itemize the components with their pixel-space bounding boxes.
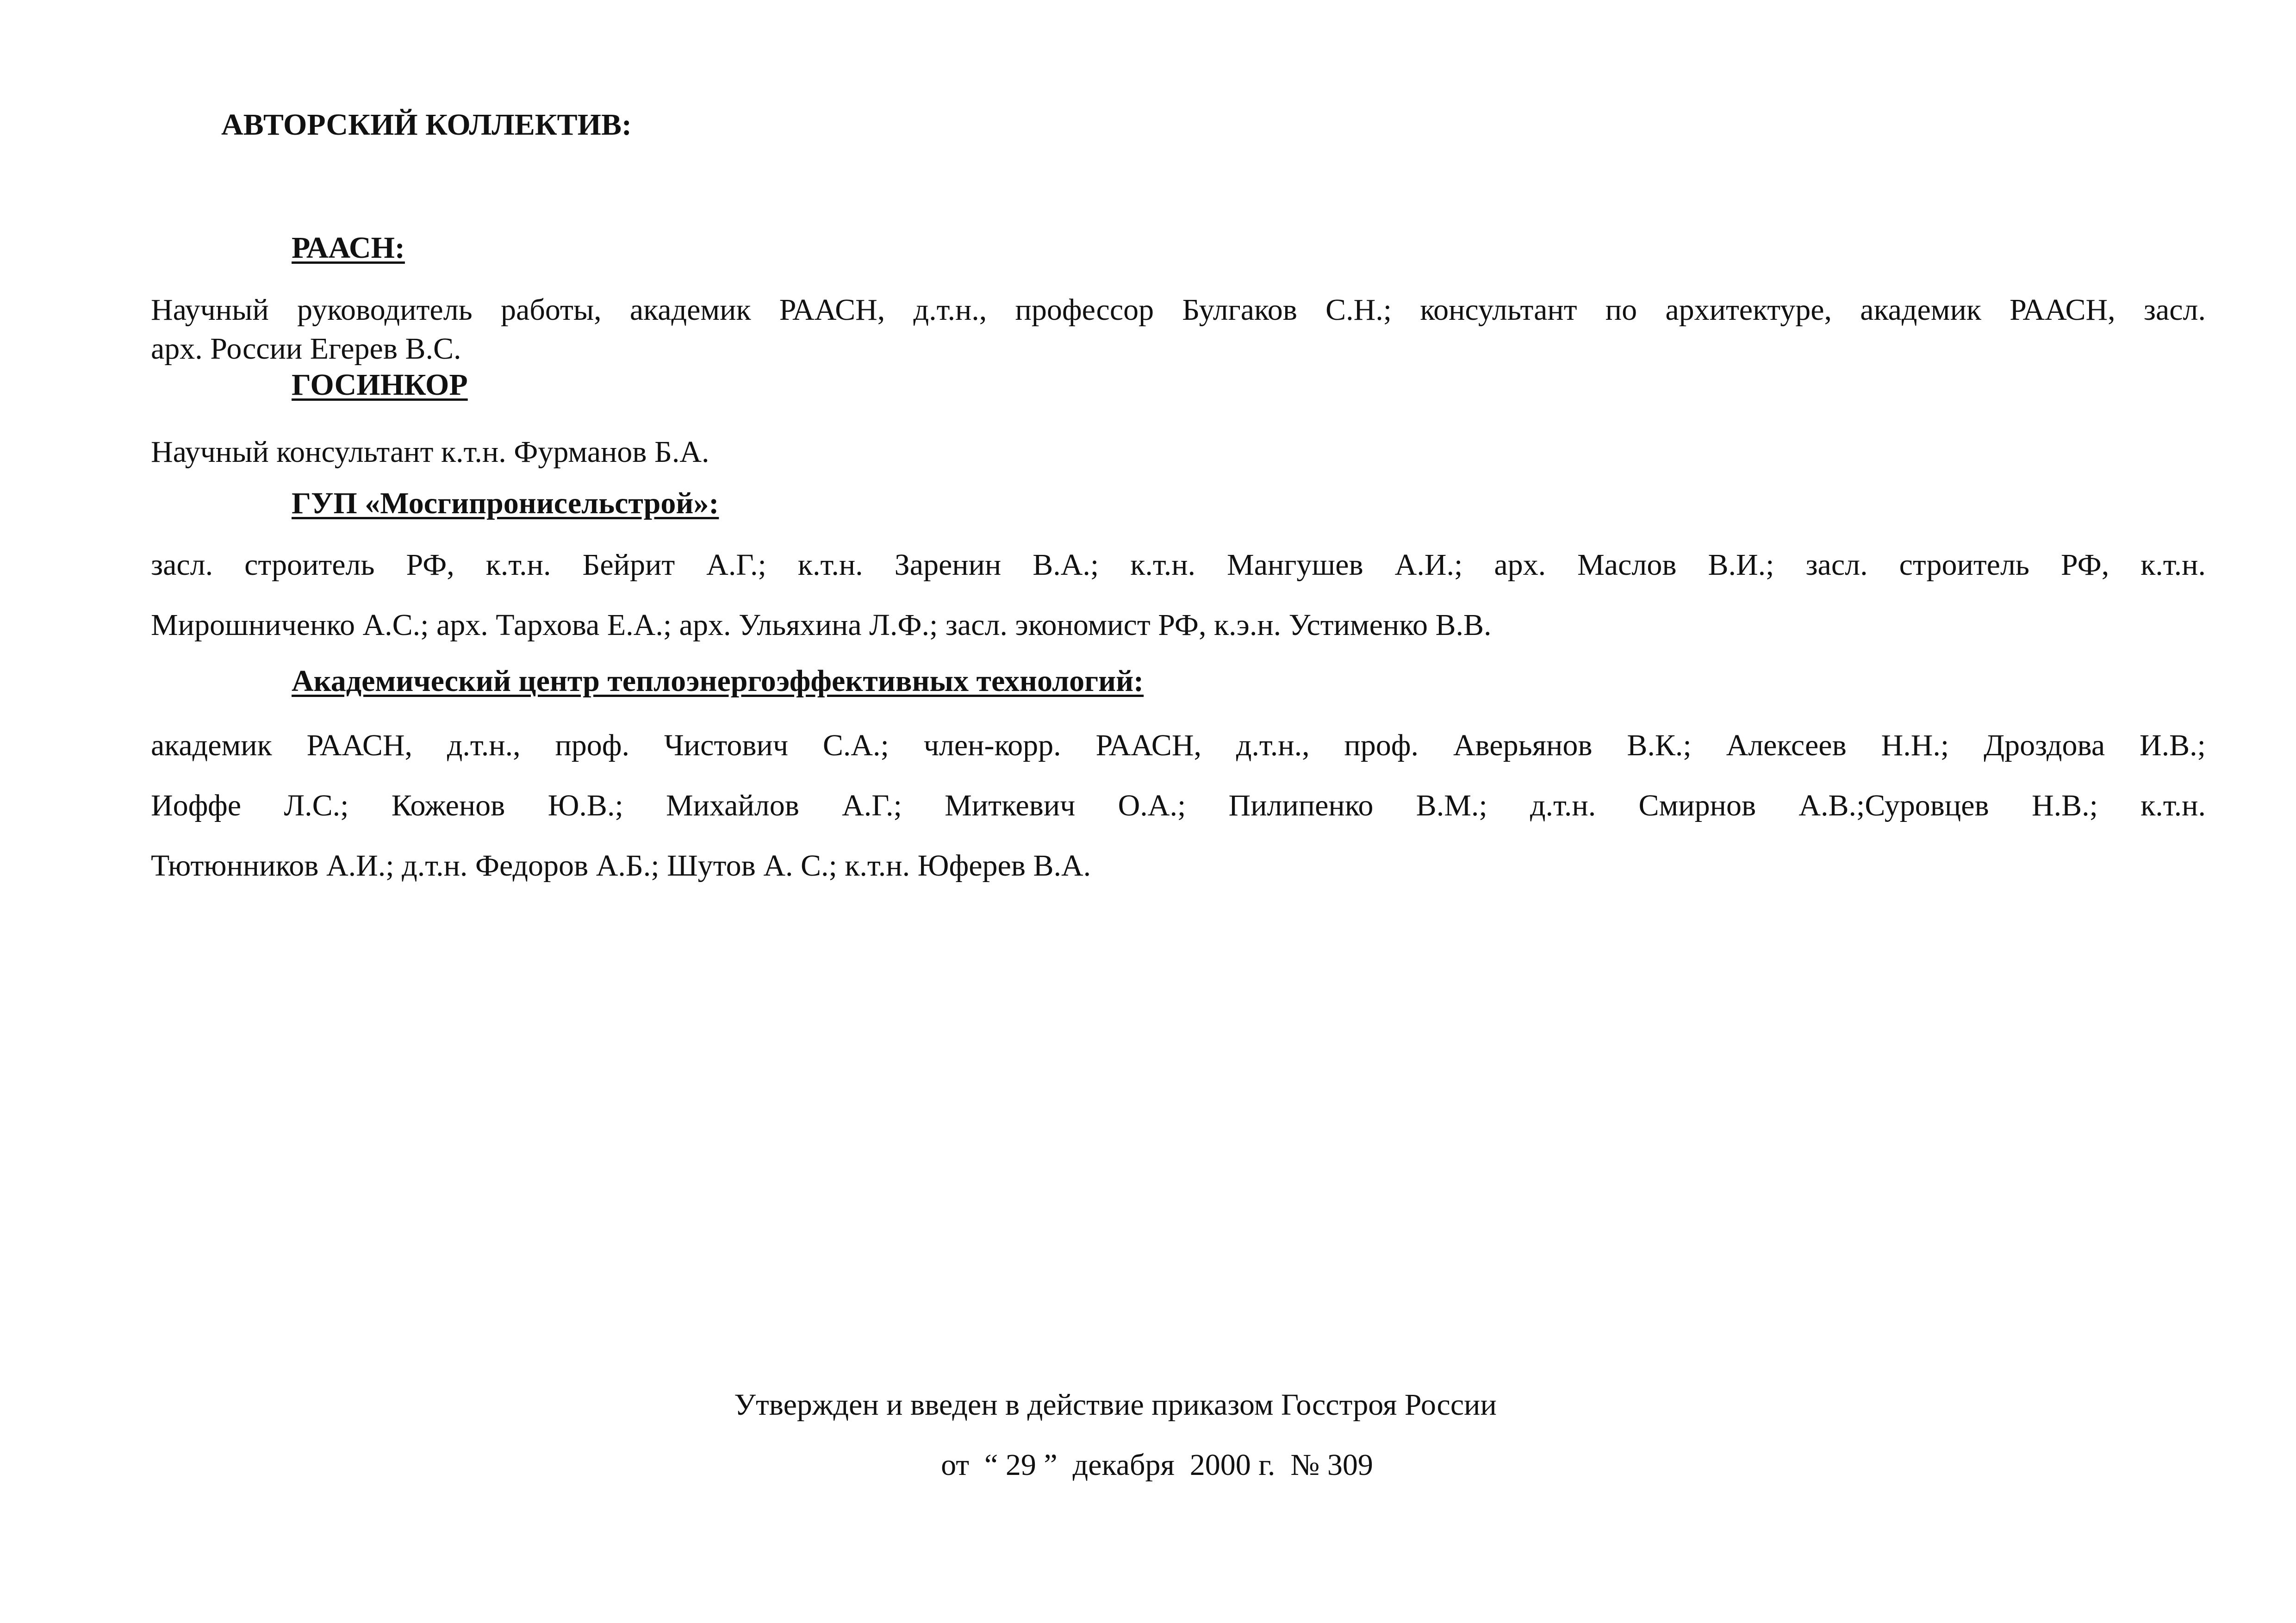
section-line: Мирошниченко А.С.; арх. Тархова Е.А.; арх. Ульяхина Л.Ф.; засл. экономист РФ, к.э.н. Устименко В.В. — [151, 608, 1492, 642]
section-line: Тютюнников А.И.; д.т.н. Федоров А.Б.; Шутов А. С.; к.т.н. Юферев В.А. — [151, 849, 1091, 883]
section-title-academic-center: Академический центр теплоэнергоэффективных технологий: — [292, 664, 1144, 698]
section-line: арх. России Егерев В.С. — [151, 332, 461, 366]
section-body-academic-center — [151, 715, 2206, 896]
section-line: Научный руководитель работы, академик РААСН, д.т.н., профессор Булгаков С.Н.; консультант по архитектуре, академик РААСН, засл. — [151, 293, 2206, 327]
section-line: Иоффе Л.С.; Коженов Ю.В.; Михайлов А.Г.; Миткевич О.А.; Пилипенко В.М.; д.т.н. Смирнов А.В.;Суровцев Н.В.; к.т.н. — [151, 789, 2206, 822]
approval-statement: Утвержден и введен в действие приказом Госстроя России — [734, 1388, 1497, 1422]
section-body-mosgiproniselstroy — [151, 535, 2206, 655]
section-title-raasn: РААСН: — [292, 231, 405, 265]
approval-order-date-text: от “ 29 ” декабря 2000 г. № 309 — [941, 1448, 1373, 1482]
approval-order-date — [509, 1448, 1805, 1483]
section-line: Научный консультант к.т.н. Фурманов Б.А. — [151, 435, 709, 469]
page-heading: АВТОРСКИЙ КОЛЛЕКТИВ: — [221, 108, 632, 142]
section-line: академик РААСН, д.т.н., проф. Чистович С.А.; член-корр. РААСН, д.т.н., проф. Аверьянов В.К.; Алексеев Н.Н.; Дроздова И.В.; — [151, 728, 2206, 762]
section-title-mosgiproniselstroy: ГУП «Мосгипронисельстрой»: — [292, 486, 719, 520]
section-body-raasn — [151, 291, 2206, 368]
section-body-gosinkor — [151, 422, 2206, 482]
section-title-gosinkor: ГОСИНКОР — [292, 368, 468, 402]
section-line: засл. строитель РФ, к.т.н. Бейрит А.Г.; к.т.н. Заренин В.А.; к.т.н. Мангушев А.И.; арх. Маслов В.И.; засл. строитель РФ, к.т.н. — [151, 548, 2206, 582]
